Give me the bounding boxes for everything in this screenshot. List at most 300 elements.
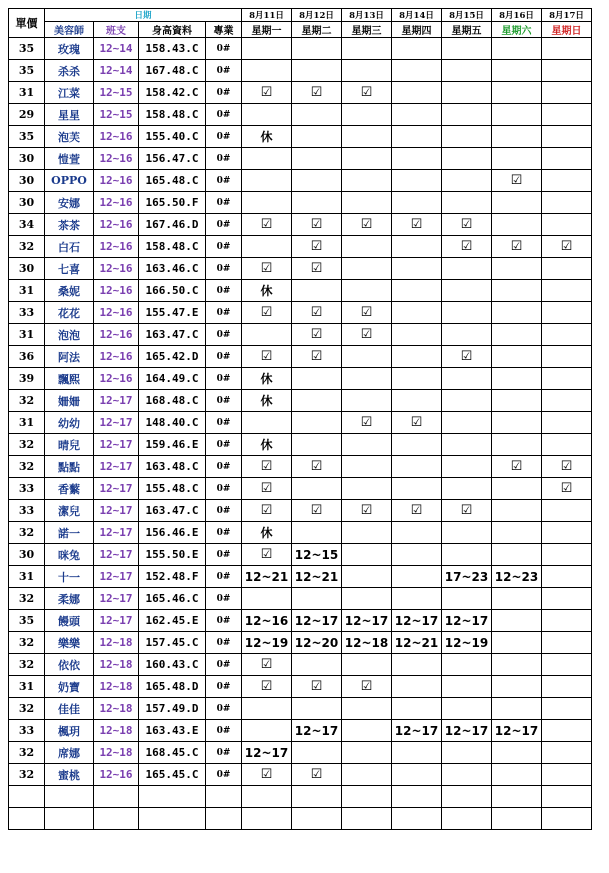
day-cell <box>492 192 542 214</box>
day-cell <box>442 522 492 544</box>
table-header <box>9 9 592 38</box>
day-cell <box>292 38 342 60</box>
table-row <box>9 280 592 302</box>
day-cell <box>442 170 492 192</box>
checked-box-icon: ☑ <box>242 82 292 104</box>
date-header: 8月13日 <box>342 9 392 22</box>
day-cell <box>542 302 592 324</box>
stylist-name-cell: 愷萱 <box>45 148 94 170</box>
day-cell <box>492 82 542 104</box>
day-cell <box>392 170 442 192</box>
body-data-cell: 152.48.F <box>139 566 206 588</box>
day-cell <box>542 632 592 654</box>
day-cell <box>542 610 592 632</box>
day-cell: 12~15 <box>292 544 342 566</box>
stylist-name-cell: 玫瑰 <box>45 38 94 60</box>
price-cell: 32 <box>9 456 45 478</box>
body-data-cell: 163.46.C <box>139 258 206 280</box>
specialty-cell: 0# <box>206 456 242 478</box>
table-row <box>9 324 592 346</box>
day-cell <box>442 412 492 434</box>
table-row <box>9 544 592 566</box>
day-cell <box>492 544 542 566</box>
day-cell <box>392 192 442 214</box>
shift-cell: 12~16 <box>94 214 139 236</box>
day-cell <box>492 346 542 368</box>
empty-cell <box>442 786 492 808</box>
stylist-name-cell: 奶寶 <box>45 676 94 698</box>
specialty-cell: 0# <box>206 60 242 82</box>
day-cell <box>342 720 392 742</box>
day-cell <box>292 192 342 214</box>
day-cell <box>442 698 492 720</box>
specialty-cell: 0# <box>206 236 242 258</box>
stylist-name-cell: 杀杀 <box>45 60 94 82</box>
day-cell: 12~19 <box>442 632 492 654</box>
day-cell <box>492 632 542 654</box>
specialty-cell: 0# <box>206 38 242 60</box>
weekday-header: 星期二 <box>292 22 342 38</box>
table-row <box>9 82 592 104</box>
schedule-table <box>8 8 592 830</box>
day-cell <box>492 764 542 786</box>
day-cell <box>392 676 442 698</box>
stylist-name-cell: 楓玥 <box>45 720 94 742</box>
day-cell <box>542 412 592 434</box>
day-cell <box>292 280 342 302</box>
day-cell <box>442 434 492 456</box>
day-cell <box>242 720 292 742</box>
shift-cell: 12~17 <box>94 412 139 434</box>
specialty-cell: 0# <box>206 280 242 302</box>
day-cell: 12~21 <box>292 566 342 588</box>
table-row <box>9 148 592 170</box>
day-cell <box>542 214 592 236</box>
stylist-name-cell: 依依 <box>45 654 94 676</box>
price-cell: 35 <box>9 126 45 148</box>
checked-box-icon: ☑ <box>242 214 292 236</box>
checked-box-icon: ☑ <box>242 456 292 478</box>
body-data-cell: 156.47.C <box>139 148 206 170</box>
body-data-cell: 163.43.E <box>139 720 206 742</box>
specialty-cell: 0# <box>206 170 242 192</box>
table-row <box>9 258 592 280</box>
specialty-cell: 0# <box>206 258 242 280</box>
checked-box-icon: ☑ <box>292 346 342 368</box>
day-cell <box>292 588 342 610</box>
shift-cell: 12~18 <box>94 698 139 720</box>
day-cell <box>492 38 542 60</box>
checked-box-icon: ☑ <box>292 302 342 324</box>
specialty-cell: 0# <box>206 654 242 676</box>
shift-cell: 12~16 <box>94 302 139 324</box>
day-cell: 12~17 <box>442 720 492 742</box>
day-cell: 12~20 <box>292 632 342 654</box>
stylist-name-cell: 十一 <box>45 566 94 588</box>
day-cell <box>392 654 442 676</box>
stylist-name-cell: 潔兒 <box>45 500 94 522</box>
specialty-cell: 0# <box>206 676 242 698</box>
body-data-cell: 164.49.C <box>139 368 206 390</box>
body-data-cell: 158.48.C <box>139 236 206 258</box>
day-cell <box>542 698 592 720</box>
day-cell <box>542 522 592 544</box>
price-cell: 32 <box>9 764 45 786</box>
day-cell <box>392 434 442 456</box>
body-data-cell: 157.49.D <box>139 698 206 720</box>
body-data-cell: 165.48.C <box>139 170 206 192</box>
shift-cell: 12~15 <box>94 104 139 126</box>
day-cell <box>242 38 292 60</box>
body-data-cell: 148.40.C <box>139 412 206 434</box>
price-cell: 31 <box>9 82 45 104</box>
table-row <box>9 500 592 522</box>
day-cell <box>542 500 592 522</box>
specialty-cell: 0# <box>206 478 242 500</box>
body-data-cell: 160.43.C <box>139 654 206 676</box>
day-cell <box>342 126 392 148</box>
day-cell: 12~17 <box>292 720 342 742</box>
empty-cell <box>45 808 94 830</box>
stylist-name-cell: 花花 <box>45 302 94 324</box>
date-header: 8月17日 <box>542 9 592 22</box>
day-cell <box>242 148 292 170</box>
day-cell <box>242 324 292 346</box>
shift-cell: 12~18 <box>94 742 139 764</box>
day-cell <box>392 302 442 324</box>
checked-box-icon: ☑ <box>342 412 392 434</box>
shift-cell: 12~16 <box>94 192 139 214</box>
day-cell <box>392 544 442 566</box>
empty-cell <box>492 786 542 808</box>
day-cell <box>292 368 342 390</box>
day-cell <box>442 126 492 148</box>
table-row <box>9 456 592 478</box>
shift-cell: 12~17 <box>94 434 139 456</box>
table-row <box>9 610 592 632</box>
day-cell <box>542 82 592 104</box>
day-cell <box>342 346 392 368</box>
table-row <box>9 434 592 456</box>
day-cell <box>342 654 392 676</box>
day-cell <box>442 764 492 786</box>
date-header: 8月16日 <box>492 9 542 22</box>
day-cell <box>442 456 492 478</box>
day-cell: 休 <box>242 126 292 148</box>
shift-cell: 12~16 <box>94 346 139 368</box>
weekday-header: 星期六 <box>492 22 542 38</box>
empty-cell <box>542 786 592 808</box>
shift-cell: 12~16 <box>94 324 139 346</box>
body-data-cell: 155.48.C <box>139 478 206 500</box>
day-cell <box>442 280 492 302</box>
price-cell: 33 <box>9 500 45 522</box>
stylist-name-cell: 點點 <box>45 456 94 478</box>
price-cell: 31 <box>9 324 45 346</box>
price-cell: 32 <box>9 236 45 258</box>
specialty-cell: 0# <box>206 522 242 544</box>
day-cell: 12~19 <box>242 632 292 654</box>
day-cell <box>492 412 542 434</box>
stylist-name-cell: OPPO <box>45 170 94 192</box>
day-cell <box>442 192 492 214</box>
day-cell <box>342 60 392 82</box>
day-cell: 休 <box>242 280 292 302</box>
day-cell <box>342 434 392 456</box>
date-header: 8月12日 <box>292 9 342 22</box>
day-cell <box>292 742 342 764</box>
day-cell <box>542 566 592 588</box>
checked-box-icon: ☑ <box>492 456 542 478</box>
price-cell: 32 <box>9 588 45 610</box>
price-cell: 31 <box>9 676 45 698</box>
day-cell <box>242 192 292 214</box>
empty-cell <box>392 786 442 808</box>
specialty-cell: 0# <box>206 434 242 456</box>
price-cell: 30 <box>9 170 45 192</box>
specialty-cell: 0# <box>206 214 242 236</box>
day-cell <box>292 522 342 544</box>
checked-box-icon: ☑ <box>242 346 292 368</box>
day-cell: 17~23 <box>442 566 492 588</box>
specialty-cell: 0# <box>206 588 242 610</box>
table-row <box>9 38 592 60</box>
checked-box-icon: ☑ <box>342 82 392 104</box>
stylist-name-cell: 星星 <box>45 104 94 126</box>
day-cell: 休 <box>242 368 292 390</box>
table-row <box>9 588 592 610</box>
checked-box-icon: ☑ <box>242 764 292 786</box>
checked-box-icon: ☑ <box>392 500 442 522</box>
table-row <box>9 566 592 588</box>
day-cell <box>442 588 492 610</box>
day-cell <box>342 478 392 500</box>
day-cell: 12~17 <box>392 720 442 742</box>
day-cell <box>292 60 342 82</box>
table-row <box>9 632 592 654</box>
day-cell <box>442 258 492 280</box>
body-data-cell: 167.46.D <box>139 214 206 236</box>
checked-box-icon: ☑ <box>292 676 342 698</box>
price-cell: 31 <box>9 280 45 302</box>
body-data-cell: 168.45.C <box>139 742 206 764</box>
day-cell <box>392 478 442 500</box>
day-cell <box>492 698 542 720</box>
price-header: 單價 <box>9 9 45 38</box>
specialty-cell: 0# <box>206 192 242 214</box>
stylist-name-cell: 柔娜 <box>45 588 94 610</box>
day-cell <box>492 148 542 170</box>
price-cell: 35 <box>9 38 45 60</box>
specialty-cell: 0# <box>206 500 242 522</box>
shift-cell: 12~17 <box>94 610 139 632</box>
stylist-name-cell: 蜜桃 <box>45 764 94 786</box>
empty-cell <box>9 786 45 808</box>
day-cell <box>492 324 542 346</box>
date-group-header: 日期 <box>45 9 242 22</box>
day-cell <box>392 764 442 786</box>
stylist-name-cell: 諾一 <box>45 522 94 544</box>
table-row <box>9 368 592 390</box>
body-data-cell: 158.48.C <box>139 104 206 126</box>
day-cell <box>342 280 392 302</box>
body-data-cell: 162.45.E <box>139 610 206 632</box>
day-cell: 12~17 <box>442 610 492 632</box>
table-row <box>9 522 592 544</box>
day-cell <box>492 742 542 764</box>
checked-box-icon: ☑ <box>492 236 542 258</box>
day-cell <box>292 434 342 456</box>
empty-cell <box>139 786 206 808</box>
stylist-name-cell: 幼幼 <box>45 412 94 434</box>
stylist-name-cell: 阿法 <box>45 346 94 368</box>
weekday-header: 星期日 <box>542 22 592 38</box>
day-cell <box>492 676 542 698</box>
day-cell <box>342 566 392 588</box>
checked-box-icon: ☑ <box>392 214 442 236</box>
day-cell <box>392 126 442 148</box>
day-cell <box>492 390 542 412</box>
empty-cell <box>342 808 392 830</box>
day-cell <box>442 104 492 126</box>
day-cell <box>392 346 442 368</box>
body-data-cell: 163.48.C <box>139 456 206 478</box>
stylist-name-cell: 咪兔 <box>45 544 94 566</box>
day-cell <box>292 170 342 192</box>
day-cell: 休 <box>242 522 292 544</box>
day-cell <box>292 148 342 170</box>
price-cell: 33 <box>9 302 45 324</box>
day-cell <box>392 698 442 720</box>
day-cell <box>392 456 442 478</box>
body-data-cell: 156.46.E <box>139 522 206 544</box>
day-cell <box>442 368 492 390</box>
table-row <box>9 60 592 82</box>
table-row <box>9 390 592 412</box>
specialty-cell: 0# <box>206 82 242 104</box>
weekday-header: 星期五 <box>442 22 492 38</box>
day-cell <box>442 742 492 764</box>
day-cell <box>442 478 492 500</box>
body-data-cell: 158.42.C <box>139 82 206 104</box>
date-header: 8月11日 <box>242 9 292 22</box>
checked-box-icon: ☑ <box>292 236 342 258</box>
price-cell: 32 <box>9 632 45 654</box>
stylist-name-cell: 晴兒 <box>45 434 94 456</box>
stylist-name-cell: 席娜 <box>45 742 94 764</box>
empty-cell <box>542 808 592 830</box>
specialty-cell: 0# <box>206 764 242 786</box>
day-cell <box>492 302 542 324</box>
day-cell <box>342 522 392 544</box>
checked-box-icon: ☑ <box>442 500 492 522</box>
checked-box-icon: ☑ <box>342 302 392 324</box>
specialty-cell: 0# <box>206 346 242 368</box>
body-data-cell: 163.47.C <box>139 500 206 522</box>
body-data-cell: 168.48.C <box>139 390 206 412</box>
shift-cell: 12~16 <box>94 126 139 148</box>
day-cell <box>542 148 592 170</box>
price-cell: 32 <box>9 434 45 456</box>
day-cell <box>492 368 542 390</box>
stylist-name-cell: 香蘩 <box>45 478 94 500</box>
day-cell <box>492 214 542 236</box>
day-cell <box>392 324 442 346</box>
empty-cell <box>492 808 542 830</box>
day-cell <box>492 500 542 522</box>
price-cell: 30 <box>9 192 45 214</box>
weekday-header: 星期三 <box>342 22 392 38</box>
body-data-cell: 165.42.D <box>139 346 206 368</box>
shift-cell: 12~16 <box>94 368 139 390</box>
checked-box-icon: ☑ <box>342 214 392 236</box>
price-cell: 30 <box>9 544 45 566</box>
specialty-cell: 0# <box>206 104 242 126</box>
specialty-cell: 0# <box>206 324 242 346</box>
empty-cell <box>94 808 139 830</box>
empty-cell <box>242 786 292 808</box>
body-data-cell: 159.46.E <box>139 434 206 456</box>
date-header: 8月14日 <box>392 9 442 22</box>
price-cell: 30 <box>9 148 45 170</box>
price-cell: 33 <box>9 478 45 500</box>
empty-cell <box>292 808 342 830</box>
day-cell <box>242 588 292 610</box>
shift-cell: 12~17 <box>94 522 139 544</box>
stylist-name-cell: 桑妮 <box>45 280 94 302</box>
checked-box-icon: ☑ <box>542 456 592 478</box>
body-data-cell: 165.46.C <box>139 588 206 610</box>
price-cell: 39 <box>9 368 45 390</box>
price-cell: 33 <box>9 720 45 742</box>
day-cell <box>542 126 592 148</box>
table-row <box>9 104 592 126</box>
table-body <box>9 38 592 830</box>
empty-cell <box>9 808 45 830</box>
checked-box-icon: ☑ <box>342 676 392 698</box>
specialty-cell: 0# <box>206 742 242 764</box>
body-data-cell: 165.45.C <box>139 764 206 786</box>
specialty-cell: 0# <box>206 302 242 324</box>
checked-box-icon: ☑ <box>442 214 492 236</box>
body-data-cell: 155.47.E <box>139 302 206 324</box>
stylist-name-cell: 茶茶 <box>45 214 94 236</box>
specialty-header: 專業 <box>206 22 242 38</box>
day-cell <box>492 258 542 280</box>
empty-row <box>9 786 592 808</box>
price-cell: 29 <box>9 104 45 126</box>
day-cell <box>292 654 342 676</box>
table-row <box>9 720 592 742</box>
table-row <box>9 698 592 720</box>
table-row <box>9 170 592 192</box>
day-cell <box>392 390 442 412</box>
day-cell <box>542 434 592 456</box>
day-cell <box>392 236 442 258</box>
day-cell <box>442 302 492 324</box>
checked-box-icon: ☑ <box>292 324 342 346</box>
body-data-cell: 155.50.E <box>139 544 206 566</box>
day-cell <box>492 478 542 500</box>
shift-cell: 12~16 <box>94 148 139 170</box>
day-cell <box>342 544 392 566</box>
day-cell <box>242 698 292 720</box>
day-cell <box>542 676 592 698</box>
specialty-cell: 0# <box>206 698 242 720</box>
day-cell <box>542 324 592 346</box>
price-cell: 34 <box>9 214 45 236</box>
checked-box-icon: ☑ <box>292 456 342 478</box>
